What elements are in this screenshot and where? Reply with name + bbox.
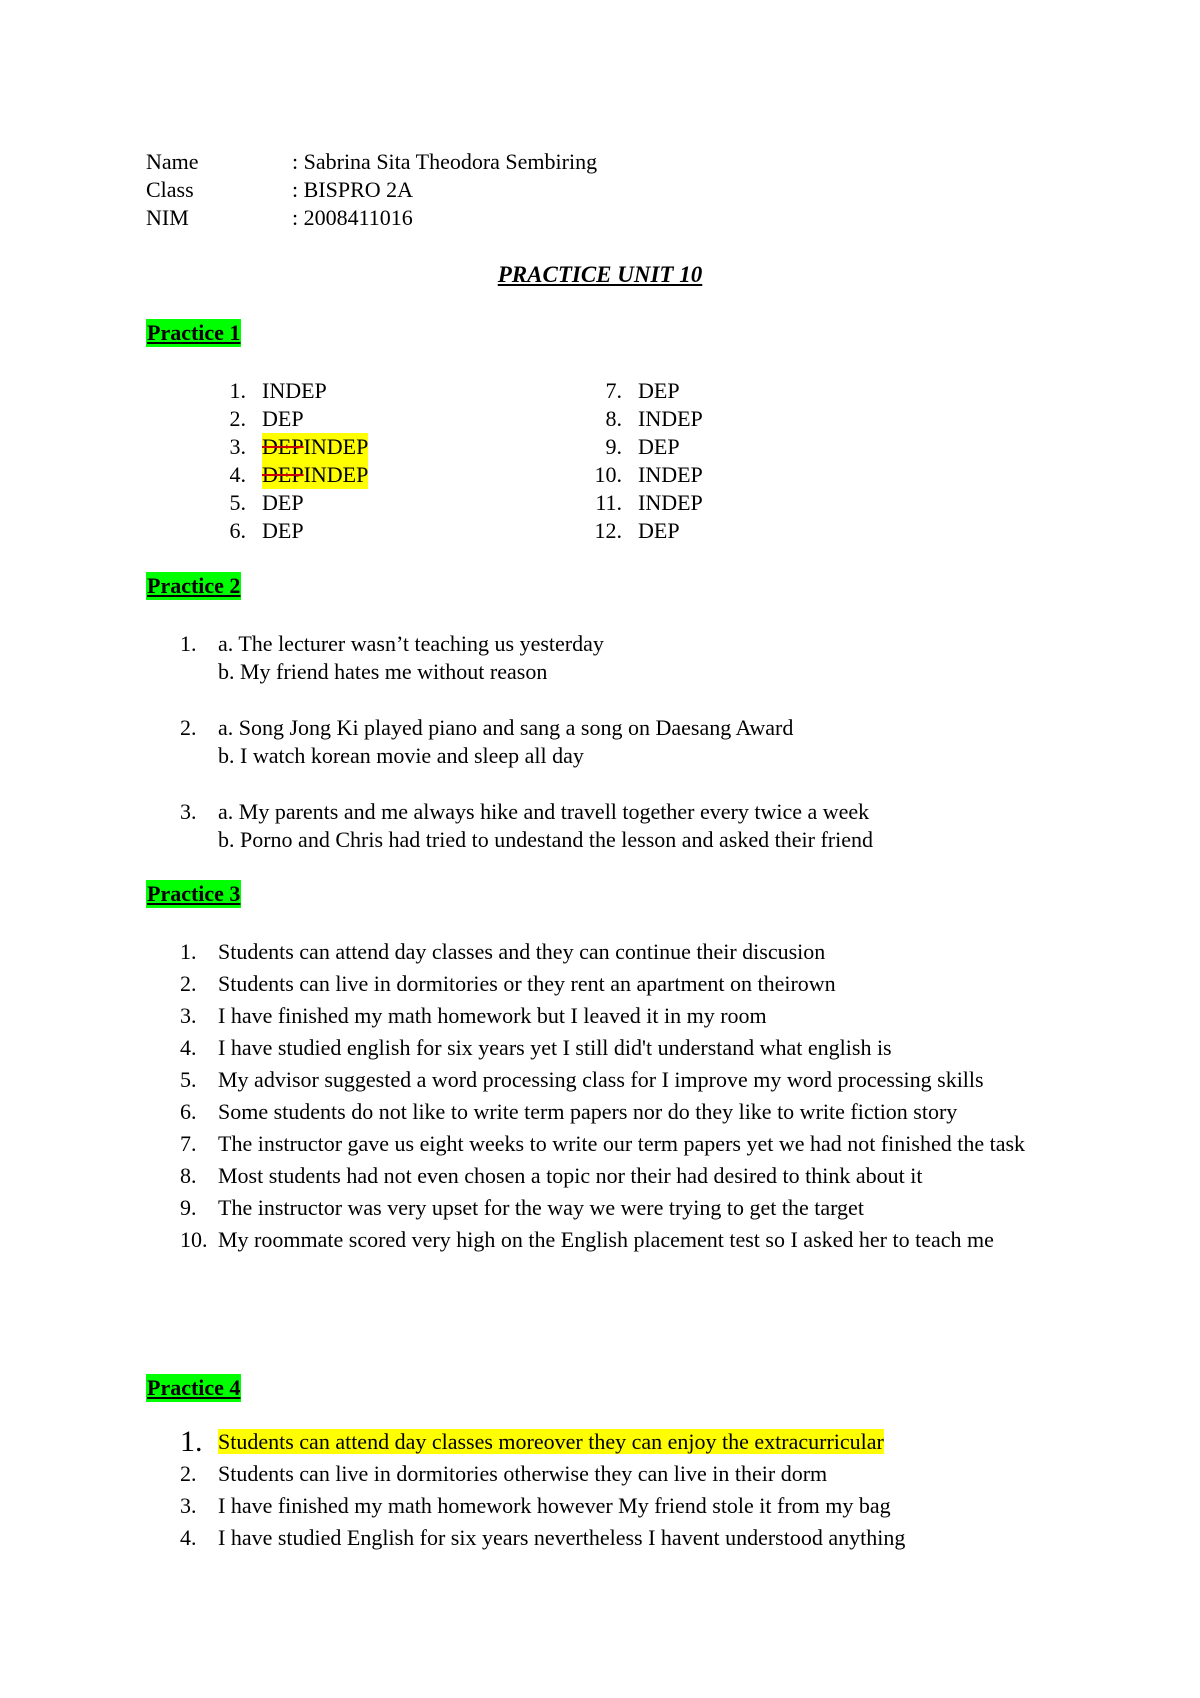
practice-3-heading: Practice 3	[147, 881, 241, 906]
item-text: The instructor was very upset for the way we were trying to get the target	[218, 1195, 864, 1220]
list-item	[586, 489, 703, 517]
item-number: 9.	[605, 434, 622, 459]
info-label: Class	[146, 177, 194, 202]
highlighted-answer	[262, 433, 368, 461]
list-item	[180, 1426, 1060, 1458]
item-text: INDEP	[638, 406, 703, 431]
list-item	[586, 405, 703, 433]
list-item	[180, 1128, 1060, 1160]
list-item	[210, 433, 368, 461]
list-item	[180, 1160, 1060, 1192]
practice-2-heading: Practice 2	[147, 573, 241, 598]
item-number: 4.	[180, 1035, 197, 1060]
list-item	[180, 1224, 1060, 1256]
item-number: 5.	[229, 490, 246, 515]
item-part-b: b. My friend hates me without reason	[218, 659, 548, 684]
list-item	[180, 1192, 1060, 1224]
item-text: My roommate scored very high on the English placement test so I asked her to teach me	[218, 1227, 994, 1252]
list-item	[586, 377, 703, 405]
item-number: 6.	[180, 1099, 197, 1124]
item-text: I have finished my math homework however My friend stole it from my bag	[218, 1493, 891, 1518]
item-text: The instructor gave us eight weeks to write our term papers yet we had not finished the task	[218, 1131, 1026, 1156]
document-title	[0, 261, 1200, 289]
item-text: DEP	[638, 518, 680, 543]
item-text: INDEP	[303, 462, 369, 487]
info-label: Name	[146, 149, 199, 174]
info-label: NIM	[146, 205, 189, 230]
list-item	[586, 517, 703, 545]
item-text: INDEP	[638, 462, 703, 487]
item-number: 1.	[180, 1425, 203, 1458]
item-number: 7.	[180, 1131, 197, 1156]
item-text: INDEP	[303, 434, 369, 459]
item-text: I have studied english for six years yet I still did't understand what english is	[218, 1035, 892, 1060]
list-item	[180, 1458, 1060, 1490]
item-number: 10.	[180, 1227, 208, 1252]
list-item	[586, 433, 703, 461]
item-number: 8.	[180, 1163, 197, 1188]
list-item	[210, 517, 368, 545]
list-item	[180, 1096, 1060, 1128]
list-item	[210, 461, 368, 489]
item-number: 6.	[229, 518, 246, 543]
item-text: My advisor suggested a word processing class for I improve my word processing skills	[218, 1067, 984, 1092]
item-text-wrapper	[218, 1426, 1060, 1458]
info-row-class	[146, 176, 597, 204]
item-text: DEP	[638, 378, 680, 403]
struck-answer: DEP	[262, 434, 304, 459]
item-number: 8.	[605, 406, 622, 431]
item-text: Students can live in dormitories otherwise they can live in their dorm	[218, 1461, 828, 1486]
practice-1-heading: Practice 1	[147, 320, 241, 345]
list-item	[586, 461, 703, 489]
list-item	[180, 1032, 1060, 1064]
item-number: 2.	[180, 971, 197, 996]
practice-3-list	[180, 936, 1060, 1256]
item-number: 10.	[594, 462, 622, 487]
list-item	[180, 798, 1060, 854]
list-item	[180, 968, 1060, 1000]
struck-answer: DEP	[262, 462, 304, 487]
item-text: Most students had not even chosen a topic nor their had desired to think about it	[218, 1163, 923, 1188]
item-number: 3.	[180, 1493, 197, 1518]
info-value: : 2008411016	[292, 205, 413, 230]
item-text: DEP	[262, 490, 304, 515]
highlighted-answer	[262, 461, 368, 489]
list-item	[210, 377, 368, 405]
info-value: : Sabrina Sita Theodora Sembiring	[292, 149, 598, 174]
item-number: 3.	[180, 799, 197, 824]
item-body	[218, 714, 1060, 770]
list-item	[180, 1522, 1060, 1554]
item-number: 9.	[180, 1195, 197, 1220]
item-number: 4.	[180, 1525, 197, 1550]
student-info	[146, 148, 597, 232]
item-number: 12.	[594, 518, 622, 543]
practice-1-right-column	[586, 377, 703, 545]
item-number: 7.	[605, 378, 622, 403]
practice-2-list	[180, 630, 1060, 882]
item-text: Students can attend day classes and they can continue their discusion	[218, 939, 826, 964]
info-row-name	[146, 148, 597, 176]
highlighted-answer: Students can attend day classes moreover they can enjoy the extracurricular	[218, 1429, 884, 1454]
item-number: 1.	[229, 378, 246, 403]
item-number: 4.	[229, 462, 246, 487]
item-number: 2.	[180, 715, 197, 740]
item-number: 5.	[180, 1067, 197, 1092]
list-item	[180, 1000, 1060, 1032]
item-text: I have studied English for six years nevertheless I havent understood anything	[218, 1525, 906, 1550]
item-part-b: b. Porno and Chris had tried to undestand the lesson and asked their friend	[218, 827, 873, 852]
list-item	[180, 1064, 1060, 1096]
list-item	[180, 936, 1060, 968]
item-text: I have finished my math homework but I leaved it in my room	[218, 1003, 767, 1028]
info-value: : BISPRO 2A	[292, 177, 414, 202]
item-text: DEP	[262, 406, 304, 431]
practice-1-left-column	[210, 377, 368, 545]
document-title-text: PRACTICE UNIT 10	[497, 262, 703, 287]
list-item	[180, 630, 1060, 686]
item-part-a: a. The lecturer wasn’t teaching us yesterday	[218, 631, 604, 656]
item-number: 1.	[180, 939, 197, 964]
item-number: 1.	[180, 631, 197, 656]
item-part-a: a. My parents and me always hike and travell together every twice a week	[218, 799, 870, 824]
practice-4-list	[180, 1426, 1060, 1554]
item-part-a: a. Song Jong Ki played piano and sang a song on Daesang Award	[218, 715, 794, 740]
info-row-nim	[146, 204, 597, 232]
item-number: 2.	[229, 406, 246, 431]
item-body	[218, 630, 1060, 686]
item-number: 3.	[180, 1003, 197, 1028]
item-text: INDEP	[638, 490, 703, 515]
list-item	[210, 489, 368, 517]
item-body	[218, 798, 1060, 854]
item-number: 2.	[180, 1461, 197, 1486]
item-text: Some students do not like to write term papers nor do they like to write fiction story	[218, 1099, 958, 1124]
list-item	[180, 1490, 1060, 1522]
list-item	[210, 405, 368, 433]
practice-4-heading: Practice 4	[147, 1375, 241, 1400]
list-item	[180, 714, 1060, 770]
item-number: 11.	[595, 490, 622, 515]
item-text: Students can live in dormitories or they rent an apartment on theirown	[218, 971, 836, 996]
item-text: INDEP	[262, 378, 327, 403]
item-part-b: b. I watch korean movie and sleep all day	[218, 743, 584, 768]
item-text: DEP	[262, 518, 304, 543]
item-number: 3.	[229, 434, 246, 459]
item-text: DEP	[638, 434, 680, 459]
